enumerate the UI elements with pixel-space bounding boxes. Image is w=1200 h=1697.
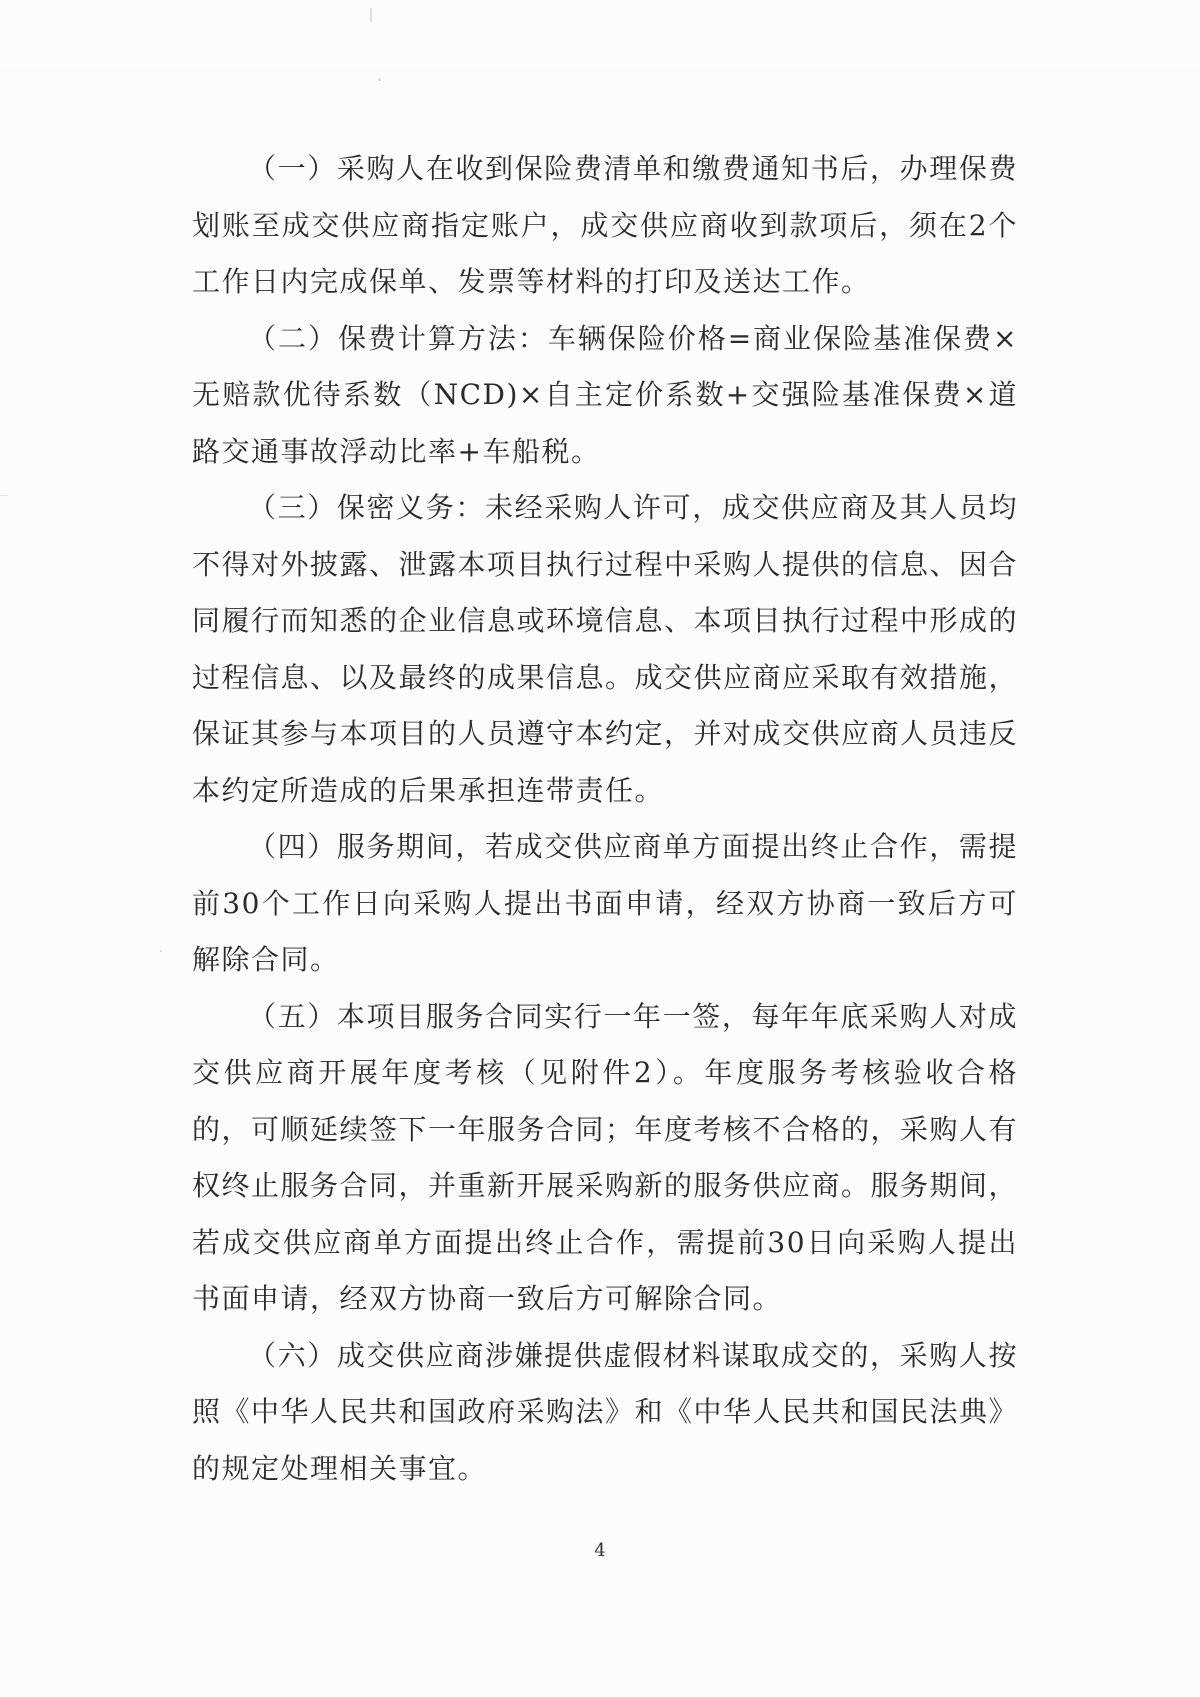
paragraph-payment: （一）采购人在收到保险费清单和缴费通知书后，办理保费划账至成交供应商指定账户，成交供应商收到款项后，须在2个工作日内完成保单、发票等材料的打印及送达工作。 bbox=[192, 152, 1018, 298]
paragraph-annual-contract: （五）本项目服务合同实行一年一签，每年年底采购人对成交供应商开展年度考核（见附件2）。年度服务考核验收合格的，可顺延续签下一年服务合同；年度考核不合格的，采购人有权终止服务合同，并重新开展采购新的服务供应商。服务期间，若成交供应商单方面提出终止合作，需提前30日向采购人提出书面申请，经双方协商一致后方可解除合同。 bbox=[192, 999, 1019, 1315]
scan-artifact bbox=[378, 78, 381, 81]
paragraph-premium-calculation: （二）保费计算方法：车辆保险价格=商业保险基准保费×无赔款优待系数（NCD)×自主定价系数+交强险基准保费×道路交通事故浮动比率+车船税。 bbox=[192, 321, 1018, 468]
scan-artifact bbox=[160, 950, 162, 952]
paragraph-confidentiality: （三）保密义务：未经采购人许可，成交供应商及其人员均不得对外披露、泄露本项目执行过程中采购人提供的信息、因合同履行而知悉的企业信息或环境信息、本项目执行过程中形成的过程信息、以及最终的成果信息。成交供应商应采取有效措施，保证其参与本项目的人员遵守本约定，并对成交供应商人员违反本约定所造成的后果承担连带责任。 bbox=[192, 491, 1019, 807]
scan-artifact bbox=[370, 8, 372, 22]
paragraph-termination: （四）服务期间，若成交供应商单方面提出终止合作，需提前30个工作日向采购人提出书面申请，经双方协商一致后方可解除合同。 bbox=[192, 830, 1018, 976]
paragraph-false-materials: （六）成交供应商涉嫌提供虚假材料谋取成交的，采购人按照《中华人民共和国政府采购法》和《中华人民共和国民法典》的规定处理相关事宜。 bbox=[192, 1338, 1019, 1485]
scan-artifact bbox=[0, 495, 8, 496]
scan-artifact bbox=[0, 70, 1200, 71]
page-number: 4 bbox=[594, 1540, 606, 1561]
document-body bbox=[192, 141, 1018, 1497]
